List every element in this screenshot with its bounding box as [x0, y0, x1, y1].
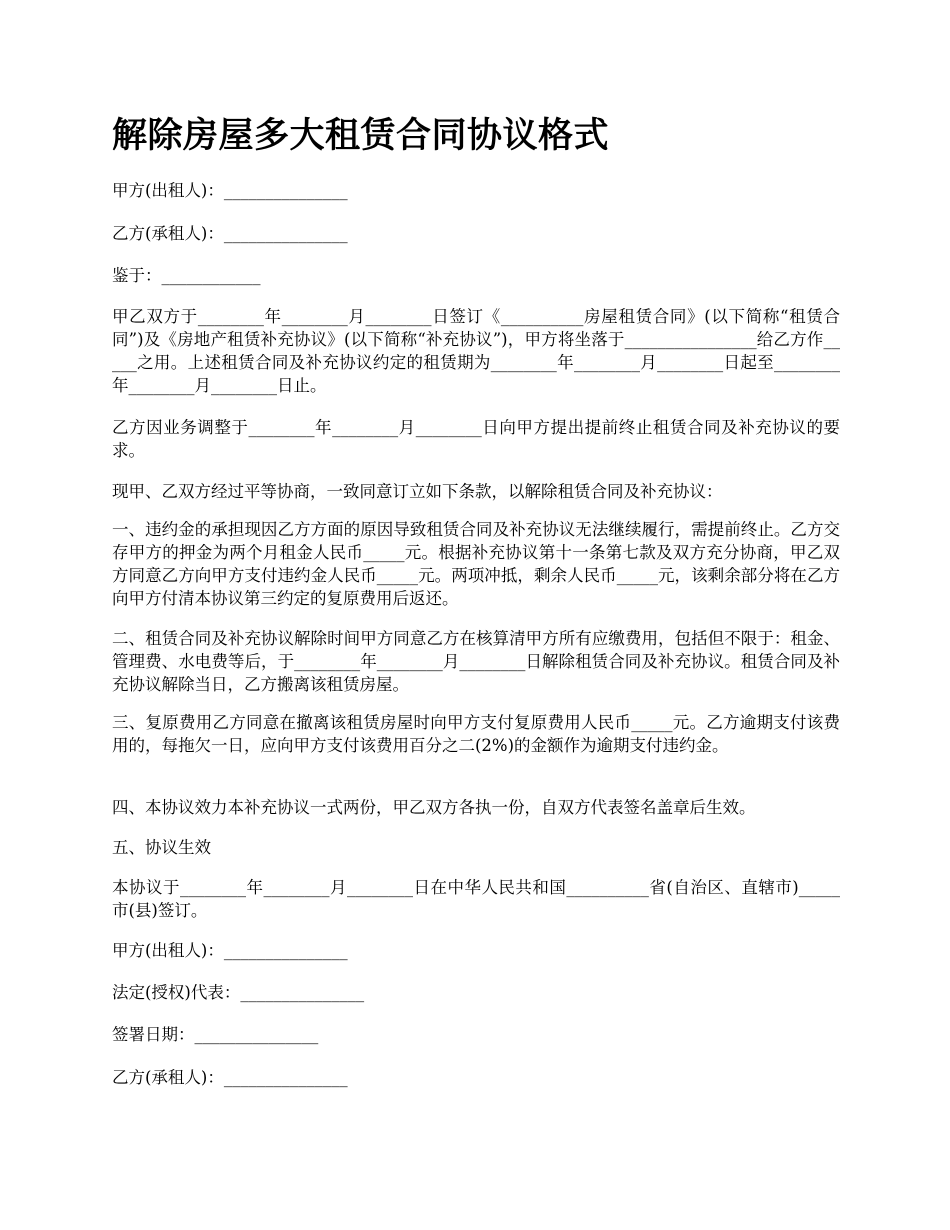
party-a-lessor-line: 甲方(出租人)：_______________	[112, 181, 348, 200]
lease-background-paragraph: 甲乙双方于________年________月________日签订《__________房屋租赁合同》(以下简称“租赁合同”)及《房地产租赁补充协议》(以下简称“补充协议”)，甲方将坐落于________________给乙方作_____之用。上述租赁合同及补充协议约定的租赁期为________年________月________日起至________年________月________日止。	[112, 307, 840, 395]
signature-party-b: 乙方(承租人)：_______________	[112, 1068, 348, 1087]
party-b-lessee-line: 乙方(承租人)：_______________	[112, 224, 348, 243]
document-title: 解除房屋多大租赁合同协议格式	[112, 116, 610, 156]
clause-4-validity: 四、本协议效力本补充协议一式两份，甲乙双方各执一份，自双方代表签名盖章后生效。	[112, 798, 756, 817]
signature-party-a: 甲方(出租人)：_______________	[112, 941, 348, 960]
whereas-line: 鉴于：____________	[112, 266, 261, 285]
clause-2-termination-time: 二、租赁合同及补充协议解除时间甲方同意乙方在核算清甲方所有应缴费用，包括但不限于：租金、管理费、水电费等后，于________年________月________日解除租赁合同及补充协议。租赁合同及补充协议解除当日，乙方搬离该租赁房屋。	[112, 629, 840, 694]
clause-1-penalty: 一、违约金的承担现因乙方方面的原因导致租赁合同及补充协议无法继续履行，需提前终止。乙方交存甲方的押金为两个月租金人民币_____元。根据补充协议第十一条第七款及双方充分协商，甲乙双方同意乙方向甲方支付违约金人民币_____元。两项冲抵，剩余人民币_____元，该剩余部分将在乙方向甲方付清本协议第三约定的复原费用后返还。	[112, 520, 840, 608]
clause-3-restoration-fee: 三、复原费用乙方同意在撤离该租赁房屋时向甲方支付复原费用人民币_____元。乙方逾期支付该费用的，每拖欠一日，应向甲方支付该费用百分之二(2%)的金额作为逾期支付违约金。	[112, 713, 840, 755]
clause-5-heading: 五、协议生效	[112, 838, 211, 857]
signature-date: 签署日期：_______________	[112, 1025, 319, 1044]
termination-request-paragraph: 乙方因业务调整于________年________月________日向甲方提出提前终止租赁合同及补充协议的要求。	[112, 418, 840, 460]
agreement-intro-paragraph: 现甲、乙双方经过平等协商，一致同意订立如下条款，以解除租赁合同及补充协议：	[112, 482, 723, 501]
signature-legal-representative: 法定(授权)代表：_______________	[112, 983, 365, 1002]
signing-place-paragraph: 本协议于________年________月________日在中华人民共和国__________省(自治区、直辖市)_____市(县)签订。	[112, 878, 840, 920]
